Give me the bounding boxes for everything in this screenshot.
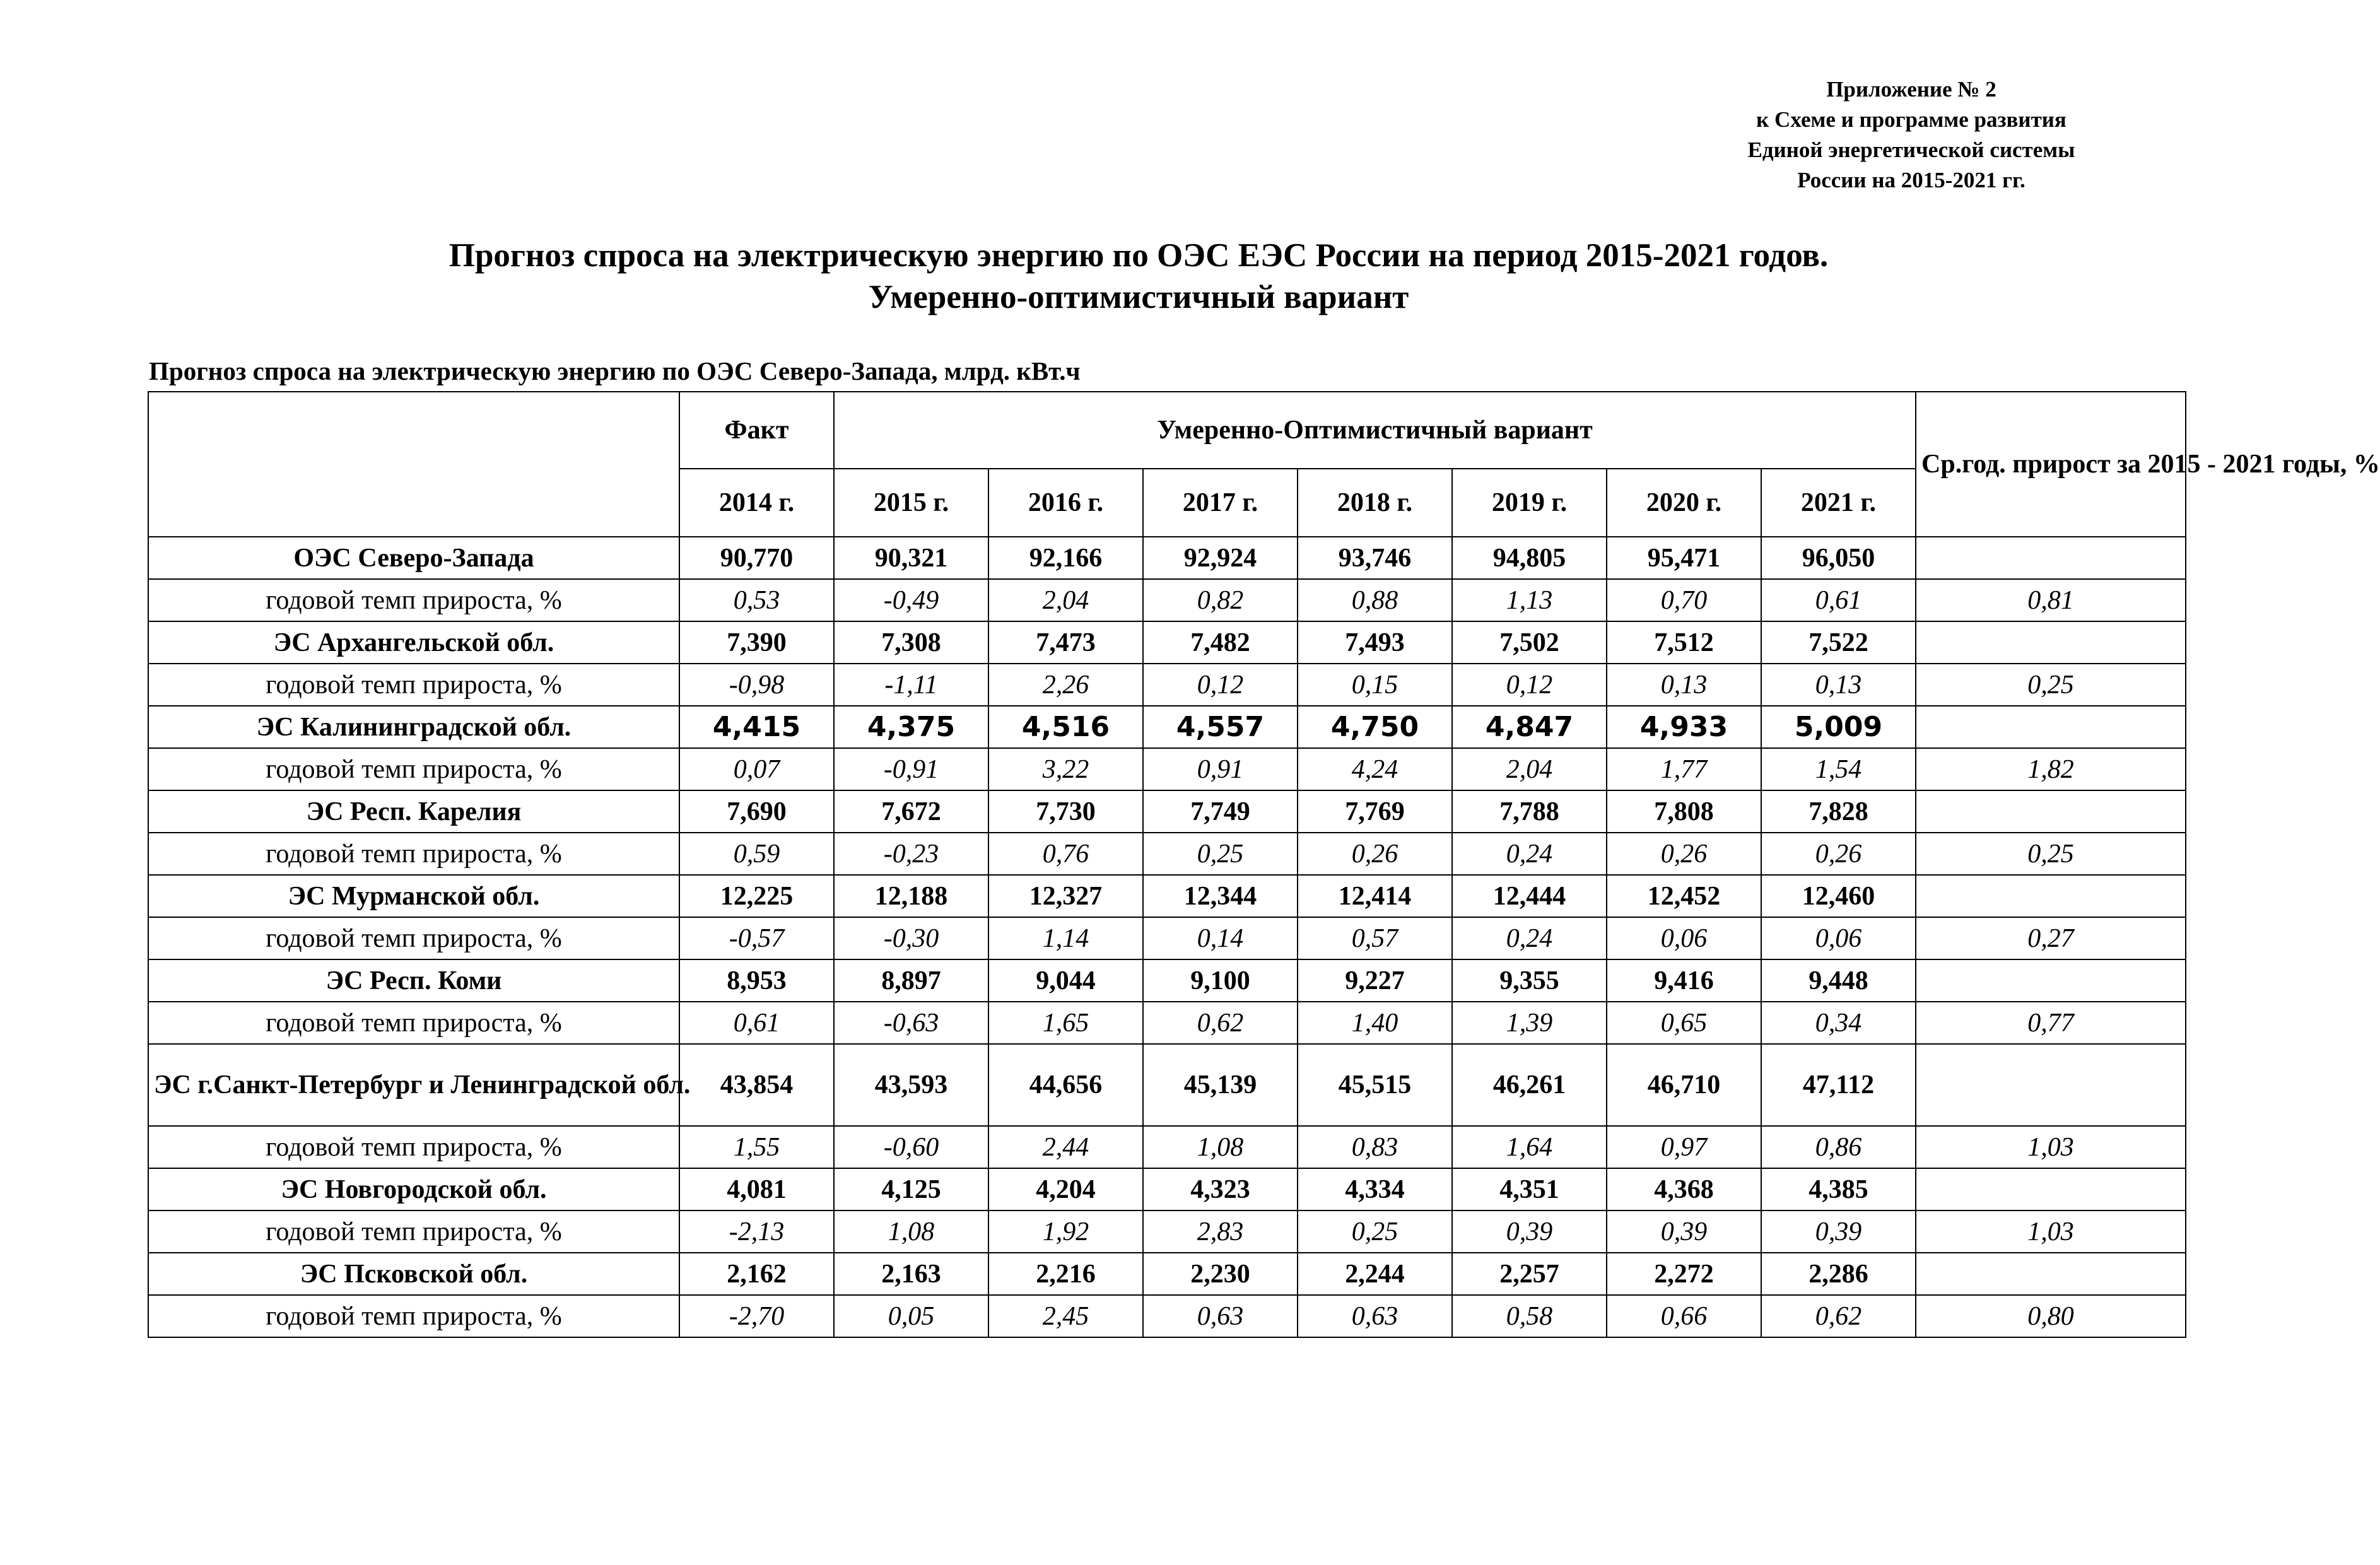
avg-growth-cell: 0,80 — [1916, 1295, 2186, 1337]
growth-rate-cell: 0,07 — [679, 748, 834, 790]
growth-rate-cell: 0,26 — [1607, 833, 1761, 875]
region-name: ЭС г.Санкт-Петербург и Ленинградской обл. — [148, 1044, 679, 1126]
growth-rate-cell: 0,53 — [679, 579, 834, 621]
growth-rate-cell: 0,39 — [1607, 1210, 1761, 1253]
growth-rate-cell: 2,04 — [1452, 748, 1607, 790]
growth-rate-cell: 0,86 — [1761, 1126, 1916, 1168]
region-value-cell: 9,100 — [1143, 959, 1298, 1002]
growth-rate-cell: -0,60 — [834, 1126, 988, 1168]
region-value-cell: 47,112 — [1761, 1044, 1916, 1126]
region-value-cell: 7,512 — [1607, 621, 1761, 664]
growth-rate-cell: 1,40 — [1298, 1002, 1452, 1044]
growth-rate-cell: 0,76 — [988, 833, 1143, 875]
region-value-cell: 4,204 — [988, 1168, 1143, 1210]
region-name: ЭС Мурманской обл. — [148, 875, 679, 917]
growth-rate-label: годовой темп прироста, % — [148, 664, 679, 706]
growth-rate-cell: 2,45 — [988, 1295, 1143, 1337]
growth-rate-cell: 1,08 — [834, 1210, 988, 1253]
region-value-cell: 4,375 — [834, 706, 988, 748]
region-name: ЭС Респ. Карелия — [148, 790, 679, 833]
region-value-cell: 7,690 — [679, 790, 834, 833]
empty-avg-cell — [1916, 1253, 2186, 1295]
growth-rate-cell: 1,64 — [1452, 1126, 1607, 1168]
region-value-cell: 12,327 — [988, 875, 1143, 917]
region-value-cell: 12,452 — [1607, 875, 1761, 917]
growth-rate-cell: 1,65 — [988, 1002, 1143, 1044]
growth-rate-cell: 0,91 — [1143, 748, 1298, 790]
page-title-line1: Прогноз спроса на электрическую энергию по ОЭС ЕЭС России на период 2015-2021 годов. — [448, 237, 1829, 274]
region-value-cell: 7,749 — [1143, 790, 1298, 833]
header-row — [148, 392, 2186, 469]
empty-avg-cell — [1916, 537, 2186, 579]
appendix-note — [1627, 74, 2195, 196]
growth-rate-row — [148, 1002, 2186, 1044]
region-value-cell: 7,493 — [1298, 621, 1452, 664]
empty-avg-cell — [1916, 621, 2186, 664]
region-value-cell: 7,482 — [1143, 621, 1298, 664]
growth-rate-cell: 0,12 — [1452, 664, 1607, 706]
growth-rate-cell: 0,15 — [1298, 664, 1452, 706]
growth-rate-cell: 1,08 — [1143, 1126, 1298, 1168]
avg-growth-cell: 1,82 — [1916, 748, 2186, 790]
year-header: 2020 г. — [1607, 469, 1761, 537]
growth-rate-label: годовой темп прироста, % — [148, 1210, 679, 1253]
growth-rate-row — [148, 1210, 2186, 1253]
region-value-cell: 2,216 — [988, 1253, 1143, 1295]
growth-rate-cell: -0,57 — [679, 917, 834, 959]
growth-rate-label: годовой темп прироста, % — [148, 1295, 679, 1337]
region-value-cell: 7,522 — [1761, 621, 1916, 664]
growth-rate-cell: 1,14 — [988, 917, 1143, 959]
avg-growth-cell: 0,25 — [1916, 664, 2186, 706]
appendix-line: к Схеме и программе развития — [1756, 107, 2066, 132]
empty-avg-cell — [1916, 1168, 2186, 1210]
region-value-cell: 7,390 — [679, 621, 834, 664]
region-value-cell: 92,166 — [988, 537, 1143, 579]
region-value-cell: 12,188 — [834, 875, 988, 917]
growth-rate-cell: 0,12 — [1143, 664, 1298, 706]
page-title-line2: Умеренно-оптимистичный вариант — [868, 279, 1409, 315]
appendix-line: России на 2015-2021 гг. — [1797, 168, 2025, 192]
growth-rate-cell: -0,63 — [834, 1002, 988, 1044]
region-value-cell: 44,656 — [988, 1044, 1143, 1126]
avg-growth-cell: 0,25 — [1916, 833, 2186, 875]
region-value-cell: 4,516 — [988, 706, 1143, 748]
growth-rate-cell: 1,13 — [1452, 579, 1607, 621]
region-value-cell: 95,471 — [1607, 537, 1761, 579]
growth-rate-cell: 1,92 — [988, 1210, 1143, 1253]
region-value-cell: 4,368 — [1607, 1168, 1761, 1210]
region-value-cell: 4,750 — [1298, 706, 1452, 748]
growth-rate-row — [148, 579, 2186, 621]
region-value-cell: 46,261 — [1452, 1044, 1607, 1126]
region-value-cell: 9,044 — [988, 959, 1143, 1002]
region-value-cell: 4,081 — [679, 1168, 834, 1210]
region-value-cell: 12,225 — [679, 875, 834, 917]
growth-rate-cell: 2,26 — [988, 664, 1143, 706]
growth-rate-cell: -0,23 — [834, 833, 988, 875]
growth-rate-cell: 0,26 — [1298, 833, 1452, 875]
growth-rate-cell: 0,58 — [1452, 1295, 1607, 1337]
growth-rate-cell: 0,14 — [1143, 917, 1298, 959]
region-value-cell: 8,953 — [679, 959, 834, 1002]
growth-rate-cell: 1,39 — [1452, 1002, 1607, 1044]
growth-rate-cell: -0,49 — [834, 579, 988, 621]
header-empty-cell — [148, 392, 679, 537]
growth-rate-cell: 0,70 — [1607, 579, 1761, 621]
avg-growth-cell: 1,03 — [1916, 1210, 2186, 1253]
region-value-cell: 2,286 — [1761, 1253, 1916, 1295]
empty-avg-cell — [1916, 706, 2186, 748]
avg-growth-cell: 0,27 — [1916, 917, 2186, 959]
region-value-cell: 2,272 — [1607, 1253, 1761, 1295]
growth-rate-cell: -0,30 — [834, 917, 988, 959]
region-name: ЭС Респ. Коми — [148, 959, 679, 1002]
growth-rate-cell: 0,05 — [834, 1295, 988, 1337]
growth-rate-row — [148, 833, 2186, 875]
region-value-cell: 90,770 — [679, 537, 834, 579]
year-header: 2017 г. — [1143, 469, 1298, 537]
region-value-cell: 9,355 — [1452, 959, 1607, 1002]
growth-rate-cell: -0,98 — [679, 664, 834, 706]
growth-rate-cell: -2,70 — [679, 1295, 834, 1337]
growth-rate-cell: 0,83 — [1298, 1126, 1452, 1168]
growth-rate-cell: 0,57 — [1298, 917, 1452, 959]
growth-rate-cell: 0,13 — [1761, 664, 1916, 706]
region-name: ЭС Архангельской обл. — [148, 621, 679, 664]
region-value-cell: 45,515 — [1298, 1044, 1452, 1126]
region-value-cell: 4,351 — [1452, 1168, 1607, 1210]
demand-forecast-table — [148, 391, 2380, 1338]
region-row — [148, 537, 2186, 579]
region-name: ЭС Псковской обл. — [148, 1253, 679, 1295]
growth-rate-row — [148, 1126, 2186, 1168]
growth-rate-row — [148, 748, 2186, 790]
region-value-cell: 7,672 — [834, 790, 988, 833]
growth-rate-cell: 0,82 — [1143, 579, 1298, 621]
growth-rate-label: годовой темп прироста, % — [148, 917, 679, 959]
region-value-cell: 7,730 — [988, 790, 1143, 833]
avg-growth-cell: 1,03 — [1916, 1126, 2186, 1168]
region-value-cell: 92,924 — [1143, 537, 1298, 579]
region-value-cell: 5,009 — [1761, 706, 1916, 748]
region-value-cell: 2,163 — [834, 1253, 988, 1295]
region-row — [148, 790, 2186, 833]
region-value-cell: 93,746 — [1298, 537, 1452, 579]
growth-rate-cell: 0,25 — [1143, 833, 1298, 875]
region-row — [148, 621, 2186, 664]
region-value-cell: 4,334 — [1298, 1168, 1452, 1210]
region-value-cell: 4,557 — [1143, 706, 1298, 748]
growth-rate-label: годовой темп прироста, % — [148, 833, 679, 875]
growth-rate-label: годовой темп прироста, % — [148, 748, 679, 790]
region-row — [148, 875, 2186, 917]
region-row — [148, 959, 2186, 1002]
region-name: ОЭС Северо-Запада — [148, 537, 679, 579]
growth-rate-cell: 3,22 — [988, 748, 1143, 790]
growth-rate-cell: 0,62 — [1761, 1295, 1916, 1337]
header-fact: Факт — [679, 392, 834, 469]
growth-rate-cell: 0,06 — [1607, 917, 1761, 959]
growth-rate-cell: 0,26 — [1761, 833, 1916, 875]
growth-rate-cell: 2,83 — [1143, 1210, 1298, 1253]
region-value-cell: 9,448 — [1761, 959, 1916, 1002]
growth-rate-cell: 0,39 — [1761, 1210, 1916, 1253]
growth-rate-cell: 0,59 — [679, 833, 834, 875]
region-value-cell: 4,847 — [1452, 706, 1607, 748]
header-avg-growth: Ср.год. прирост за 2015 - 2021 годы, % — [1916, 392, 2186, 537]
page-title — [63, 235, 2214, 318]
empty-avg-cell — [1916, 959, 2186, 1002]
region-value-cell: 45,139 — [1143, 1044, 1298, 1126]
region-row — [148, 1168, 2186, 1210]
region-name: ЭС Калининградской обл. — [148, 706, 679, 748]
growth-rate-row — [148, 1295, 2186, 1337]
growth-rate-cell: -2,13 — [679, 1210, 834, 1253]
region-value-cell: 2,257 — [1452, 1253, 1607, 1295]
growth-rate-cell: 0,24 — [1452, 833, 1607, 875]
region-value-cell: 4,125 — [834, 1168, 988, 1210]
growth-rate-cell: 0,06 — [1761, 917, 1916, 959]
growth-rate-cell: 0,88 — [1298, 579, 1452, 621]
growth-rate-label: годовой темп прироста, % — [148, 579, 679, 621]
header-variant: Умеренно-Оптимистичный вариант — [834, 392, 1916, 469]
empty-avg-cell — [1916, 790, 2186, 833]
growth-rate-cell: 0,65 — [1607, 1002, 1761, 1044]
growth-rate-cell: 0,25 — [1298, 1210, 1452, 1253]
growth-rate-cell: 0,24 — [1452, 917, 1607, 959]
year-header: 2015 г. — [834, 469, 988, 537]
region-value-cell: 46,710 — [1607, 1044, 1761, 1126]
growth-rate-cell: 0,13 — [1607, 664, 1761, 706]
growth-rate-row — [148, 664, 2186, 706]
avg-growth-cell: 0,77 — [1916, 1002, 2186, 1044]
empty-avg-cell — [1916, 1044, 2186, 1126]
region-value-cell: 2,244 — [1298, 1253, 1452, 1295]
year-header: 2021 г. — [1761, 469, 1916, 537]
region-value-cell: 7,473 — [988, 621, 1143, 664]
region-value-cell: 2,162 — [679, 1253, 834, 1295]
region-value-cell: 43,593 — [834, 1044, 988, 1126]
region-value-cell: 9,227 — [1298, 959, 1452, 1002]
region-value-cell: 43,854 — [679, 1044, 834, 1126]
year-header: 2014 г. — [679, 469, 834, 537]
growth-rate-cell: 1,54 — [1761, 748, 1916, 790]
region-value-cell: 12,444 — [1452, 875, 1607, 917]
appendix-line: Приложение № 2 — [1826, 77, 1996, 102]
growth-rate-cell: 2,04 — [988, 579, 1143, 621]
growth-rate-cell: -0,91 — [834, 748, 988, 790]
region-value-cell: 7,502 — [1452, 621, 1607, 664]
growth-rate-cell: 0,63 — [1143, 1295, 1298, 1337]
empty-avg-cell — [1916, 875, 2186, 917]
region-value-cell: 4,933 — [1607, 706, 1761, 748]
year-header: 2019 г. — [1452, 469, 1607, 537]
region-value-cell: 96,050 — [1761, 537, 1916, 579]
growth-rate-cell: -1,11 — [834, 664, 988, 706]
growth-rate-label: годовой темп прироста, % — [148, 1002, 679, 1044]
growth-rate-cell: 0,66 — [1607, 1295, 1761, 1337]
growth-rate-cell: 0,61 — [1761, 579, 1916, 621]
year-header: 2016 г. — [988, 469, 1143, 537]
region-value-cell: 7,769 — [1298, 790, 1452, 833]
region-value-cell: 7,788 — [1452, 790, 1607, 833]
region-value-cell: 7,828 — [1761, 790, 1916, 833]
region-value-cell: 7,308 — [834, 621, 988, 664]
appendix-line: Единой энергетической системы — [1747, 138, 2075, 162]
growth-rate-cell: 0,62 — [1143, 1002, 1298, 1044]
region-value-cell: 12,460 — [1761, 875, 1916, 917]
growth-rate-cell: 0,61 — [679, 1002, 834, 1044]
growth-rate-cell: 1,77 — [1607, 748, 1761, 790]
growth-rate-cell: 0,63 — [1298, 1295, 1452, 1337]
growth-rate-cell: 1,55 — [679, 1126, 834, 1168]
region-value-cell: 7,808 — [1607, 790, 1761, 833]
growth-rate-cell: 0,34 — [1761, 1002, 1916, 1044]
growth-rate-row — [148, 917, 2186, 959]
region-value-cell: 9,416 — [1607, 959, 1761, 1002]
region-row — [148, 1253, 2186, 1295]
table-title: Прогноз спроса на электрическую энергию по ОЭС Северо-Запада, млрд. кВт.ч — [149, 356, 1081, 385]
region-row — [148, 1044, 2186, 1126]
region-value-cell: 8,897 — [834, 959, 988, 1002]
year-header: 2018 г. — [1298, 469, 1452, 537]
region-value-cell: 4,415 — [679, 706, 834, 748]
region-value-cell: 2,230 — [1143, 1253, 1298, 1295]
region-value-cell: 12,414 — [1298, 875, 1452, 917]
region-value-cell: 4,385 — [1761, 1168, 1916, 1210]
region-name: ЭС Новгородской обл. — [148, 1168, 679, 1210]
region-row — [148, 706, 2186, 748]
region-value-cell: 90,321 — [834, 537, 988, 579]
growth-rate-label: годовой темп прироста, % — [148, 1126, 679, 1168]
region-value-cell: 94,805 — [1452, 537, 1607, 579]
growth-rate-cell: 2,44 — [988, 1126, 1143, 1168]
region-value-cell: 4,323 — [1143, 1168, 1298, 1210]
growth-rate-cell: 4,24 — [1298, 748, 1452, 790]
region-value-cell: 12,344 — [1143, 875, 1298, 917]
growth-rate-cell: 0,39 — [1452, 1210, 1607, 1253]
avg-growth-cell: 0,81 — [1916, 579, 2186, 621]
growth-rate-cell: 0,97 — [1607, 1126, 1761, 1168]
